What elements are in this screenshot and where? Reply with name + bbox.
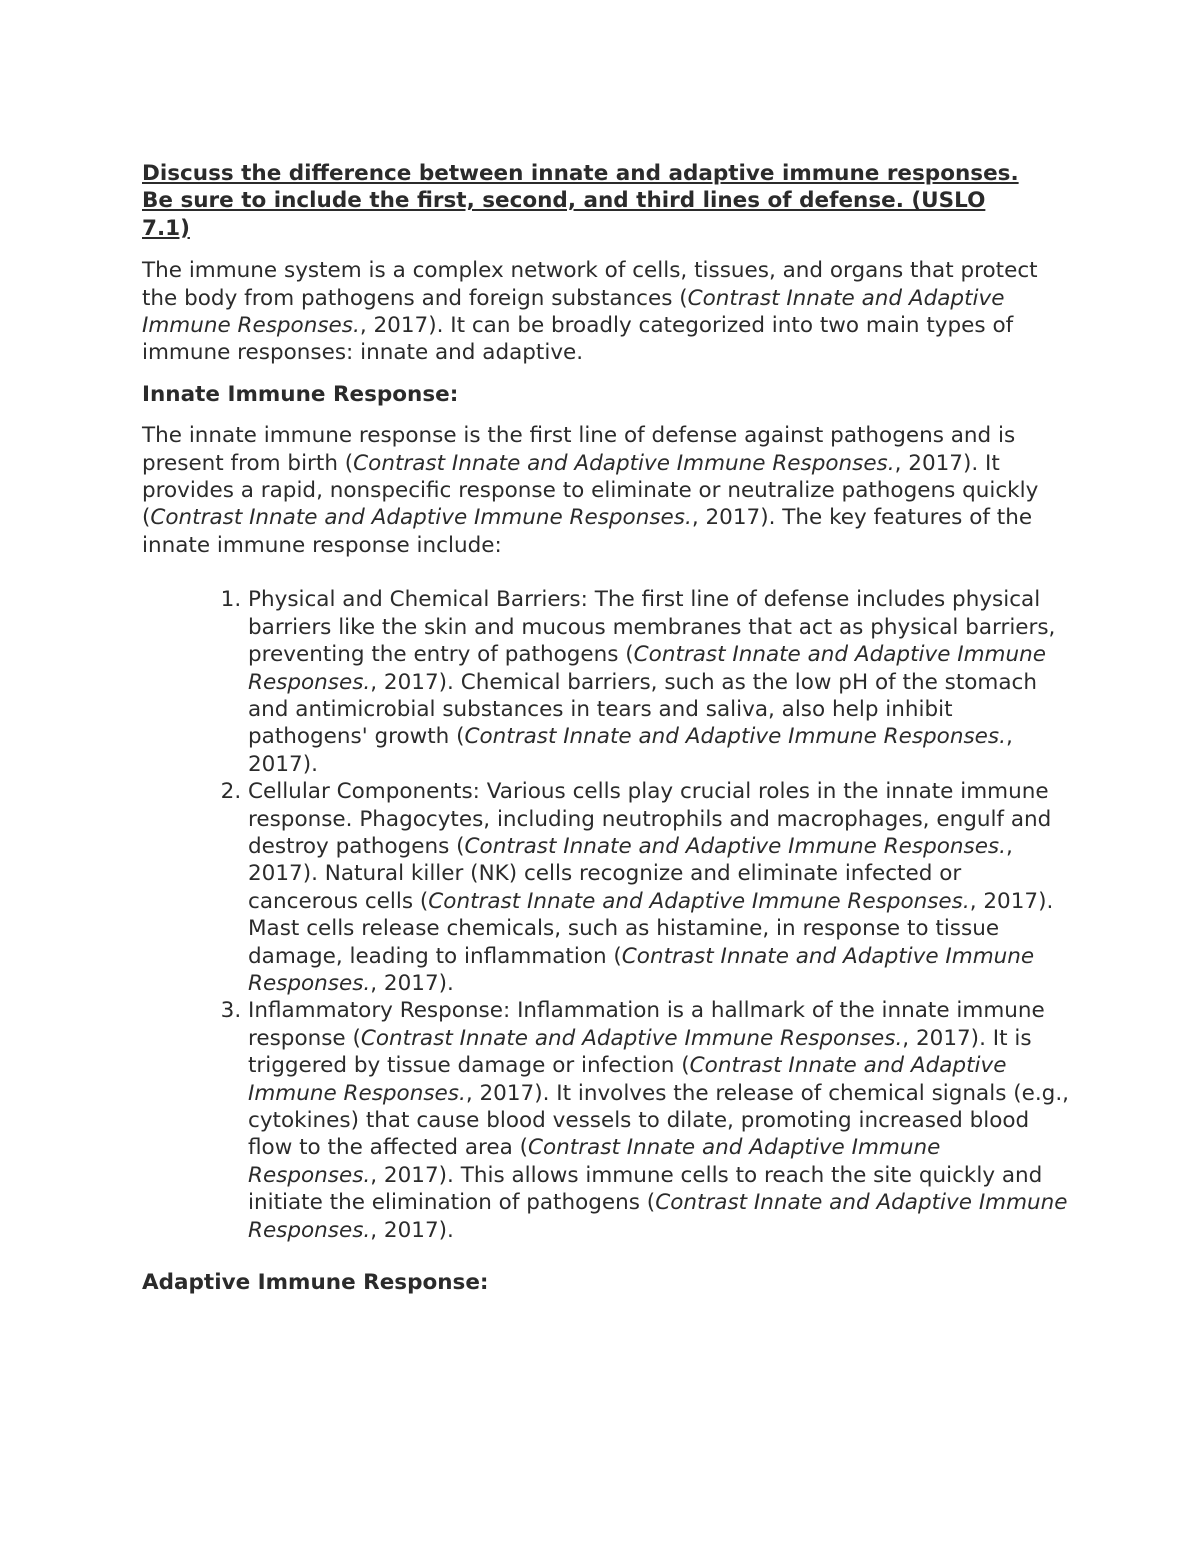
document-page bbox=[142, 160, 1072, 1310]
citation: Contrast Innate and Adaptive Immune Responses. bbox=[248, 1190, 1068, 1243]
list-item-text: , 2017). bbox=[248, 724, 1013, 777]
adaptive-section-title: Adaptive Immune Response: bbox=[142, 1270, 489, 1296]
intro-text: The immune system is a complex network of cells, tissues, and organs that protect the body from pathogens and foreign substances ( bbox=[142, 258, 1038, 311]
innate-features-list bbox=[142, 586, 1072, 1244]
citation: Contrast Innate and Adaptive Immune Responses. bbox=[428, 888, 970, 914]
citation: Contrast Innate and Adaptive Immune Responses. bbox=[248, 642, 1046, 695]
citation: Contrast Innate and Adaptive Immune Responses. bbox=[248, 943, 1035, 996]
question-heading: Discuss the difference between innate and adaptive immune responses. Be sure to include the first, second, and third lines of defense. (USLO 7.1) bbox=[142, 161, 1019, 241]
citation: Contrast Innate and Adaptive Immune Responses. bbox=[248, 1053, 1007, 1106]
citation: Contrast Innate and Adaptive Immune Responses. bbox=[353, 450, 895, 476]
list-item-text: , 2017). Chemical barriers, such as the low pH of the stomach and antimicrobial substances in tears and saliva, also help inhibit pathogens' growth ( bbox=[248, 669, 1037, 750]
list-item-text: , 2017). It involves the release of chemical signals (e.g., cytokines) that cause blood vessels to dilate, promoting increased blood flow to the affected area ( bbox=[248, 1080, 1069, 1161]
intro-paragraph bbox=[142, 257, 1072, 367]
list-item-text: , 2017). This allows immune cells to reach the site quickly and initiate the elimination of pathogens ( bbox=[248, 1162, 1043, 1216]
list-item bbox=[248, 586, 1072, 778]
list-item-text: , 2017). bbox=[370, 970, 454, 996]
innate-text: The innate immune response is the first line of defense against pathogens and is present from birth ( bbox=[142, 423, 1016, 476]
innate-text: , 2017). It provides a rapid, nonspecific response to eliminate or neutralize pathogens quickly ( bbox=[142, 450, 1039, 531]
innate-text: , 2017). The key features of the innate immune response include: bbox=[142, 505, 1033, 558]
citation: Contrast Innate and Adaptive Immune Responses. bbox=[150, 505, 692, 531]
citation: Contrast Innate and Adaptive Immune Responses. bbox=[360, 1025, 903, 1051]
list-item-text: , 2017). It is triggered by tissue damage or infection ( bbox=[248, 1025, 1032, 1079]
list-item-text: , 2017). bbox=[370, 1217, 454, 1243]
citation: Contrast Innate and Adaptive Immune Responses. bbox=[142, 285, 1005, 339]
intro-text: , 2017). It can be broadly categorized into two main types of immune responses: innate and adaptive. bbox=[142, 313, 1014, 366]
list-item-text: , 2017). Natural killer (NK) cells recognize and eliminate infected or cancerous cells ( bbox=[248, 833, 1013, 914]
list-item-text: Physical and Chemical Barriers: The first line of defense includes physical barriers like the skin and mucous membranes that act as physical barriers, preventing the entry of pathogens ( bbox=[248, 587, 1056, 668]
citation: Contrast Innate and Adaptive Immune Responses. bbox=[248, 1135, 941, 1188]
citation: Contrast Innate and Adaptive Immune Responses. bbox=[464, 724, 1006, 750]
list-item-text: , 2017). Mast cells release chemicals, such as histamine, in response to tissue damage, leading to inflammation ( bbox=[248, 888, 1054, 969]
list-item-text: Inflammatory Response: Inflammation is a hallmark of the innate immune response ( bbox=[248, 998, 1045, 1051]
innate-paragraph bbox=[142, 422, 1072, 559]
list-item bbox=[248, 778, 1072, 997]
innate-section-title: Innate Immune Response: bbox=[142, 381, 459, 407]
list-item-text: Cellular Components: Various cells play crucial roles in the innate immune response. Phagocytes, including neutrophils and macrophages, engulf and destroy pathogens ( bbox=[248, 779, 1052, 859]
citation: Contrast Innate and Adaptive Immune Responses. bbox=[464, 833, 1006, 859]
list-item bbox=[248, 997, 1072, 1244]
